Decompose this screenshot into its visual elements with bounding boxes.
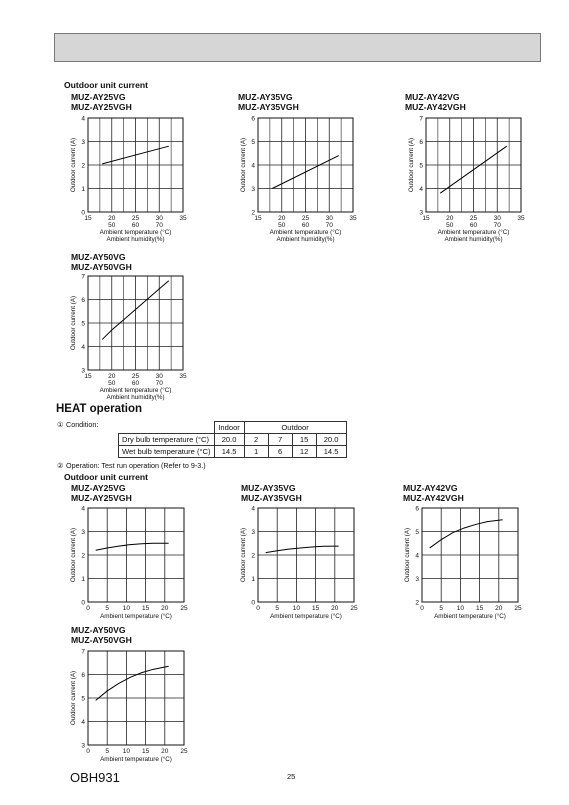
chart-y-tick-label: 4 (251, 162, 255, 170)
chart-y-tick-label: 7 (81, 648, 85, 656)
chart-x-tick-label: 35 (349, 215, 357, 222)
chart-x-tick-label: 0 (86, 605, 90, 612)
chart-x-tick-label: 25 (131, 373, 140, 380)
chart-y-tick-label: 3 (81, 529, 85, 536)
chart-x-axis-label: Ambient temperature (°C) (270, 613, 342, 620)
chart-7-model (403, 483, 464, 503)
chart-x-axis-label: Ambient temperature (°C) (434, 613, 506, 620)
operation-text: Operation: Test run operation (Refer to 9-3.) (66, 461, 206, 470)
chart-y-axis-label: Outdoor current (A) (70, 295, 77, 351)
chart-4-model-line-2: MUZ-AY50VGH (71, 262, 132, 272)
chart-x-tick-label: 20 (108, 373, 116, 380)
chart-x-tick-label: 15 (422, 215, 430, 222)
chart-y-tick-label: 3 (81, 742, 85, 750)
condition-table (118, 421, 347, 458)
chart-x-tick-label: 5 (275, 605, 280, 612)
chart-x2-tick-label: 50 (446, 222, 454, 229)
chart-x-tick-label: 5 (439, 605, 444, 612)
chart-y-tick-label: 3 (251, 529, 255, 536)
chart-x2-tick-label: 50 (108, 222, 116, 229)
chart-y-tick-label: 6 (81, 672, 85, 679)
chart-x-tick-label: 30 (325, 215, 333, 222)
chart-y-tick-label: 2 (81, 162, 85, 170)
chart-7-model-line-1: MUZ-AY42VG (403, 483, 458, 493)
chart-x-tick-label: 20 (495, 605, 503, 612)
condition-cell: 15 (292, 434, 316, 446)
chart-2-cool-35 (234, 112, 374, 250)
chart-x-tick-label: 25 (350, 605, 358, 612)
chart-y-tick-label: 5 (419, 162, 423, 170)
chart-6-model-line-1: MUZ-AY35VG (241, 483, 296, 493)
chart-series-line (266, 546, 339, 553)
chart-x-tick-label: 15 (141, 605, 150, 612)
chart-x-axis-label-2: Ambient humidity(%) (106, 394, 165, 401)
chart-y-tick-label: 6 (81, 297, 85, 304)
condition-table-indoor-header: Indoor (214, 422, 244, 434)
chart-x2-tick-label: 70 (155, 380, 163, 387)
chart-y-tick-label: 5 (251, 139, 255, 146)
chart-x-tick-label: 15 (311, 605, 320, 612)
chart-6-heat-35 (234, 502, 374, 627)
chart-5-model-line-2: MUZ-AY25VGH (71, 493, 132, 503)
chart-y-tick-label: 0 (251, 599, 255, 607)
chart-x-tick-label: 5 (105, 748, 110, 755)
chart-x-axis-label-2: Ambient humidity(%) (444, 236, 503, 243)
chart-4-model (71, 252, 132, 272)
condition-cell: 7 (268, 434, 292, 446)
chart-x-tick-label: 25 (469, 215, 478, 222)
chart-8-model (71, 625, 132, 645)
chart-8-model-line-1: MUZ-AY50VG (71, 625, 126, 635)
chart-5-model-line-1: MUZ-AY25VG (71, 483, 126, 493)
chart-y-tick-label: 4 (81, 344, 85, 351)
chart-x-tick-label: 10 (122, 605, 131, 612)
condition-cell: 1 (244, 446, 268, 458)
chart-y-tick-label: 3 (415, 576, 419, 583)
chart-y-tick-label: 7 (419, 115, 423, 123)
heat-section-subtitle: Outdoor unit current (64, 472, 149, 482)
chart-3-cool-42 (402, 112, 542, 250)
chart-x-tick-label: 25 (301, 215, 310, 222)
cool-section-title: Outdoor unit current (64, 80, 149, 90)
chart-x2-tick-label: 60 (469, 222, 478, 229)
chart-4-model-line-1: MUZ-AY50VG (71, 252, 126, 262)
chart-x-tick-label: 15 (254, 215, 262, 222)
chart-x-tick-label: 25 (514, 605, 522, 612)
chart-2-model (238, 92, 299, 112)
condition-row-label: Dry bulb temperature (°C) (119, 434, 215, 446)
chart-x2-tick-label: 70 (155, 222, 163, 229)
chart-x-tick-label: 20 (161, 748, 169, 755)
chart-x-tick-label: 20 (108, 215, 116, 222)
condition-label: Condition: (66, 420, 99, 429)
condition-cell: 12 (292, 446, 316, 458)
chart-y-tick-label: 5 (81, 320, 85, 328)
chart-x-axis-label: Ambient temperature (°C) (437, 229, 510, 236)
chart-x2-tick-label: 70 (493, 222, 501, 229)
chart-x-tick-label: 30 (155, 373, 163, 380)
condition-cell: 6 (268, 446, 292, 458)
document-code: OBH931 (70, 770, 120, 785)
chart-y-axis-label: Outdoor current (A) (70, 137, 77, 193)
chart-y-tick-label: 5 (415, 529, 419, 536)
chart-x-axis-label: Ambient temperature (°C) (269, 229, 342, 236)
chart-1-model-line-2: MUZ-AY25VGH (71, 102, 132, 112)
chart-x-tick-label: 10 (122, 748, 131, 755)
chart-y-tick-label: 1 (251, 576, 255, 583)
chart-x-tick-label: 0 (86, 748, 90, 755)
condition-cell: 14.5 (214, 446, 244, 458)
chart-x-tick-label: 30 (493, 215, 501, 222)
chart-x-tick-label: 20 (331, 605, 339, 612)
chart-8-heat-50 (64, 645, 204, 770)
chart-6-model (241, 483, 302, 503)
chart-y-tick-label: 6 (251, 115, 255, 123)
chart-x-tick-label: 20 (278, 215, 286, 222)
chart-1-cool-25 (64, 112, 204, 250)
chart-x-tick-label: 25 (131, 215, 140, 222)
chart-y-tick-label: 4 (415, 552, 419, 560)
condition-table-corner (119, 422, 215, 434)
chart-x-tick-label: 15 (141, 748, 150, 755)
table-row (119, 446, 347, 458)
chart-x-axis-label-2: Ambient humidity(%) (276, 236, 335, 243)
chart-y-tick-label: 1 (81, 576, 85, 583)
chart-y-axis-label: Outdoor current (A) (404, 527, 411, 583)
chart-x-axis-label: Ambient temperature (°C) (100, 613, 172, 620)
chart-5-model (71, 483, 132, 503)
condition-cell: 20.0 (214, 434, 244, 446)
chart-y-tick-label: 7 (81, 273, 85, 281)
chart-3-model-line-2: MUZ-AY42VGH (405, 102, 466, 112)
chart-1-model (71, 92, 132, 112)
chart-y-tick-label: 3 (81, 139, 85, 146)
chart-y-tick-label: 3 (251, 186, 255, 193)
chart-y-tick-label: 0 (81, 599, 85, 607)
chart-y-tick-label: 2 (251, 209, 255, 217)
chart-7-model-line-2: MUZ-AY42VGH (403, 493, 464, 503)
chart-y-axis-label: Outdoor current (A) (70, 670, 77, 726)
chart-y-tick-label: 2 (251, 552, 255, 560)
chart-x-tick-label: 15 (84, 373, 92, 380)
chart-y-tick-label: 3 (81, 367, 85, 375)
chart-3-model-line-1: MUZ-AY42VG (405, 92, 460, 102)
chart-y-axis-label: Outdoor current (A) (70, 527, 77, 583)
chart-y-tick-label: 6 (419, 139, 423, 146)
chart-x-tick-label: 0 (420, 605, 424, 612)
chart-x-tick-label: 15 (84, 215, 92, 222)
chart-x-tick-label: 35 (179, 373, 187, 380)
chart-x-tick-label: 35 (179, 215, 187, 222)
chart-y-tick-label: 4 (419, 186, 423, 193)
chart-x-tick-label: 25 (180, 605, 188, 612)
chart-x-axis-label: Ambient temperature (°C) (99, 229, 172, 236)
chart-2-model-line-2: MUZ-AY35VGH (238, 102, 299, 112)
chart-7-heat-42 (398, 502, 538, 627)
chart-x2-tick-label: 60 (131, 380, 140, 387)
chart-y-tick-label: 4 (251, 505, 255, 513)
chart-x-tick-label: 35 (517, 215, 525, 222)
operation-marker: ② (57, 461, 64, 470)
chart-x-axis-label: Ambient temperature (°C) (100, 756, 172, 763)
page-number: 25 (287, 772, 296, 781)
chart-x-tick-label: 0 (256, 605, 260, 612)
chart-x-tick-label: 10 (292, 605, 301, 612)
condition-cell: 14.5 (316, 446, 346, 458)
chart-y-tick-label: 2 (415, 599, 419, 607)
chart-8-model-line-2: MUZ-AY50VGH (71, 635, 132, 645)
chart-x-axis-label-2: Ambient humidity(%) (106, 236, 165, 243)
chart-2-model-line-1: MUZ-AY35VG (238, 92, 293, 102)
chart-series-line (96, 543, 169, 550)
chart-3-model (405, 92, 466, 112)
chart-y-tick-label: 6 (415, 505, 419, 513)
chart-x-tick-label: 25 (180, 748, 188, 755)
chart-y-tick-label: 4 (81, 505, 85, 513)
header-bar (54, 33, 541, 62)
chart-x-tick-label: 20 (446, 215, 454, 222)
chart-y-axis-label: Outdoor current (A) (240, 527, 247, 583)
chart-x2-tick-label: 60 (301, 222, 310, 229)
chart-4-cool-50 (64, 270, 204, 410)
chart-y-tick-label: 1 (81, 186, 85, 193)
chart-y-tick-label: 0 (81, 209, 85, 217)
chart-y-axis-label: Outdoor current (A) (240, 137, 247, 193)
condition-table-header-row (119, 422, 347, 434)
condition-cell: 2 (244, 434, 268, 446)
chart-x-tick-label: 5 (105, 605, 110, 612)
condition-table-outdoor-header: Outdoor (244, 422, 346, 434)
chart-5-heat-25 (64, 502, 204, 627)
condition-cell: 20.0 (316, 434, 346, 446)
table-row (119, 434, 347, 446)
condition-marker: ① (57, 420, 64, 429)
chart-x-tick-label: 30 (155, 215, 163, 222)
chart-x-tick-label: 15 (475, 605, 484, 612)
chart-x2-tick-label: 50 (278, 222, 286, 229)
chart-x-tick-label: 20 (161, 605, 169, 612)
chart-series-line (430, 520, 503, 548)
chart-series-line (96, 666, 169, 700)
chart-y-tick-label: 2 (81, 552, 85, 560)
chart-y-axis-label: Outdoor current (A) (408, 137, 415, 193)
chart-6-model-line-2: MUZ-AY35VGH (241, 493, 302, 503)
chart-y-tick-label: 3 (419, 209, 423, 217)
chart-x-axis-label: Ambient temperature (°C) (99, 387, 172, 394)
chart-1-model-line-1: MUZ-AY25VG (71, 92, 126, 102)
chart-y-tick-label: 4 (81, 719, 85, 726)
chart-x2-tick-label: 60 (131, 222, 140, 229)
condition-row-label: Wet bulb temperature (°C) (119, 446, 215, 458)
chart-x2-tick-label: 50 (108, 380, 116, 387)
chart-x2-tick-label: 70 (325, 222, 333, 229)
heat-section-title: HEAT operation (56, 403, 143, 415)
chart-y-tick-label: 5 (81, 695, 85, 703)
chart-y-tick-label: 4 (81, 115, 85, 123)
chart-x-tick-label: 10 (456, 605, 465, 612)
